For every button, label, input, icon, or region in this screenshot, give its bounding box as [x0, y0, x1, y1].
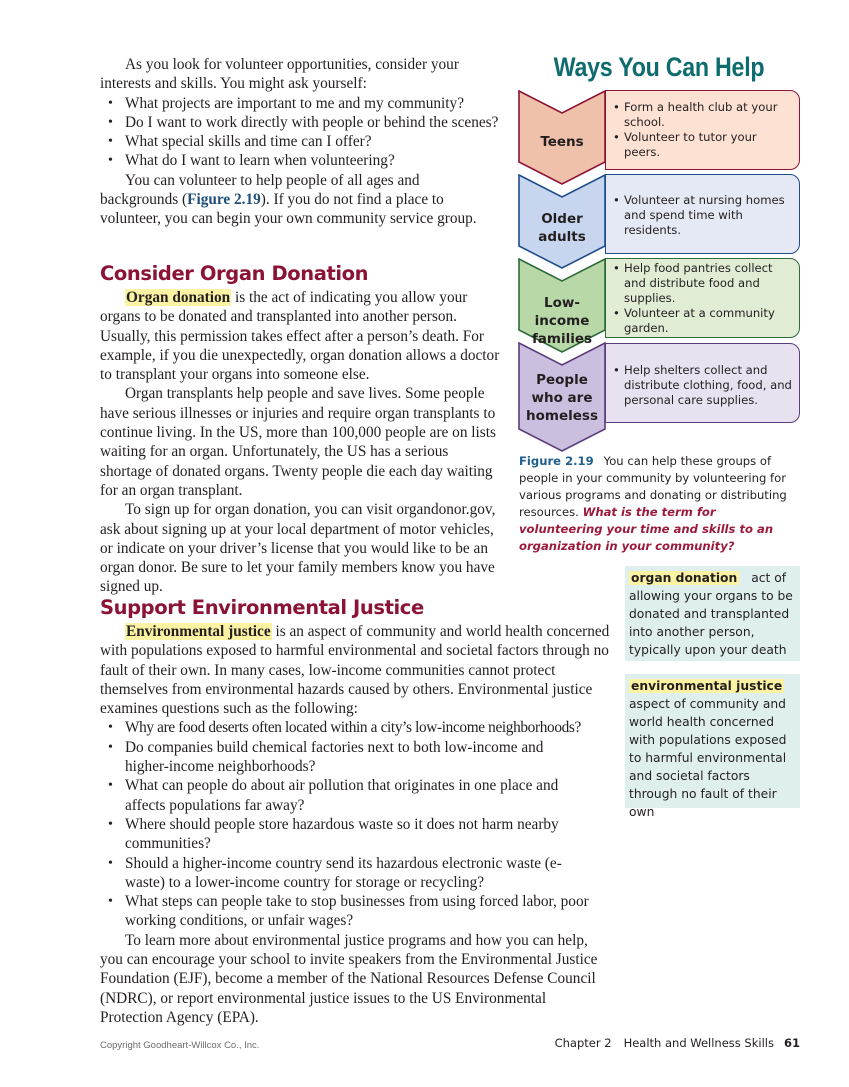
environmental-justice-section — [100, 622, 610, 1027]
glossary-term: organ donation — [631, 571, 738, 585]
group-label-line: families — [531, 331, 593, 347]
list-item: • Volunteer to tutor your peers. — [624, 130, 793, 160]
section-heading-organ-donation: Consider Organ Donation — [100, 262, 369, 285]
chevron-low-income-families — [518, 258, 606, 353]
list-item: • Volunteer at nursing homes and spend time with residents. — [624, 193, 793, 238]
chevron-older-adults — [518, 174, 606, 269]
list-item: • Help shelters collect and distribute clothing, food, and personal care supplies. — [624, 363, 793, 408]
list-item: • Where should people store hazardous waste so it does not harm nearby communities? — [100, 815, 610, 854]
help-box-older-adults — [605, 174, 800, 254]
section-heading-environmental-justice: Support Environmental Justice — [100, 596, 424, 619]
figure-title: Ways You Can Help — [553, 52, 765, 82]
list-item: • What steps can people take to stop businesses from using forced labor, poor working conditions, or unfair wages? — [100, 892, 610, 931]
group-label-line: Older — [541, 211, 583, 227]
organ-paragraph-2: Organ transplants help people and save lives. Some people have serious illnesses or injuries and require organ transplants to continue living. In the US, more than 100,000 people are on lists waiting for an organ. Unfortunately, the US has a serious shortage of donated organs. Twenty people die each day waiting for an organ transplant. — [100, 385, 496, 499]
group-label-line: who are — [531, 390, 593, 406]
caption-text: You can help these groups of people in your community by volunteering for various programs and donating or distributing resources. — [519, 454, 787, 519]
env-paragraph-1 — [100, 622, 610, 718]
list-item: • Help food pantries collect and distribute food and supplies. — [624, 261, 793, 306]
list-item: • What can people do about air pollution that originates in one place and affects populations far away? — [100, 776, 590, 815]
group-label-people-who-are-homeless — [518, 371, 606, 425]
list-item: • Form a health club at your school. — [624, 100, 793, 130]
glossary-definition: aspect of community and world health concerned with populations exposed to harmful environmental and societal factors through no fault of their own — [629, 697, 787, 819]
group-label-line: Low-income — [534, 295, 590, 329]
group-label-teens: Teens — [540, 134, 584, 150]
help-box-low-income-families — [605, 258, 800, 338]
group-label-line: homeless — [526, 408, 598, 424]
env-question-list — [100, 718, 610, 930]
chevron-teens — [518, 90, 606, 185]
list-item: • Do I want to work directly with people or behind the scenes? — [100, 113, 500, 132]
list-item: • What special skills and time can I offer? — [100, 132, 500, 151]
intro-paragraph-1: As you look for volunteer opportunities, consider your interests and skills. You might ask yourself: — [100, 56, 459, 93]
list-item: • Should a higher-income country send its hazardous electronic waste (e-waste) to a lower-income country for storage or recycling? — [100, 854, 590, 893]
figure-reference-link[interactable]: Figure 2.19 — [187, 191, 261, 209]
key-term-environmental-justice: Environmental justice — [126, 623, 271, 640]
help-box-teens — [605, 90, 800, 170]
group-label-line: adults — [538, 229, 586, 245]
group-label-low-income-families — [518, 294, 606, 348]
page-footer — [555, 1036, 800, 1050]
group-label-line: People — [536, 372, 588, 388]
organ-paragraph-3: To sign up for organ donation, you can visit organdonor.gov, ask about signing up at your local department of motor vehicles, or indicate on your driver’s license that you would like to be an organ donor. Be sure to let your family members know you have signed up. — [100, 501, 496, 596]
chapter-title: Health and Wellness Skills — [623, 1036, 774, 1050]
intro-paragraph-2-text-end: ). If you do not find a place to volunteer, you can begin your own community service group. — [100, 191, 477, 228]
figure-caption — [519, 453, 799, 555]
env-paragraph-2: To learn more about environmental justice programs and how you can help, you can encourage your school to invite speakers from the Environmental Justice Foundation (EJF), become a member of the National Resources Defense Council (NDRC), or report environmental justice issues to the US Environmental Protection Agency (EPA). — [100, 931, 598, 1026]
help-box-people-who-are-homeless — [605, 343, 800, 423]
list-item: • Do companies build chemical factories next to both low-income and higher-income neighborhoods? — [100, 738, 590, 777]
env-paragraph-1-text: is an aspect of community and world health concerned with populations exposed to harmful environmental and societal factors through no fault of their own. In many cases, low-income communities cannot protect themselves from environmental hazards caused by others. Environmental justice examines questions such as the following: — [100, 623, 610, 718]
glossary-definition: act of allowing your organs to be donated and transplanted into another person, typically upon your death — [629, 571, 793, 657]
key-term-organ-donation: Organ donation — [126, 289, 231, 306]
intro-section — [100, 55, 500, 229]
organ-paragraph-1 — [100, 288, 500, 384]
glossary-entry-organ-donation — [625, 566, 800, 661]
list-item: • Why are food deserts often located within a city’s low-income neighborhoods? — [100, 718, 610, 737]
organ-paragraph-1-text: is the act of indicating you allow your organs to be donated and transplanted into another person. Usually, this permission takes effect after a person’s death. For example, if you die unexpectedly, organ donation allows a doctor to transplant your organs into someone else. — [100, 289, 500, 384]
list-item: • What do I want to learn when volunteering? — [100, 151, 500, 170]
caption-question: What is the term for volunteering your time and skills to an organization in your community? — [519, 505, 774, 553]
copyright-notice: Copyright Goodheart-Willcox Co., Inc. — [100, 1040, 260, 1051]
chapter-number: Chapter 2 — [554, 1036, 612, 1050]
glossary-entry-environmental-justice — [625, 674, 800, 819]
intro-paragraph-2 — [100, 171, 500, 229]
glossary-term: environmental justice — [631, 679, 783, 693]
intro-question-list — [100, 94, 500, 171]
organ-donation-section — [100, 288, 500, 597]
figure-number: Figure 2.19 — [519, 454, 594, 468]
page-number: 61 — [783, 1036, 800, 1050]
list-item: • What projects are important to me and my community? — [100, 94, 500, 113]
intro-paragraph-2-text: You can volunteer to help people of all ages and backgrounds ( — [100, 171, 420, 209]
group-label-older-adults — [518, 210, 606, 246]
list-item: • Volunteer at a community garden. — [624, 306, 793, 336]
chevron-people-who-are-homeless — [518, 342, 606, 452]
